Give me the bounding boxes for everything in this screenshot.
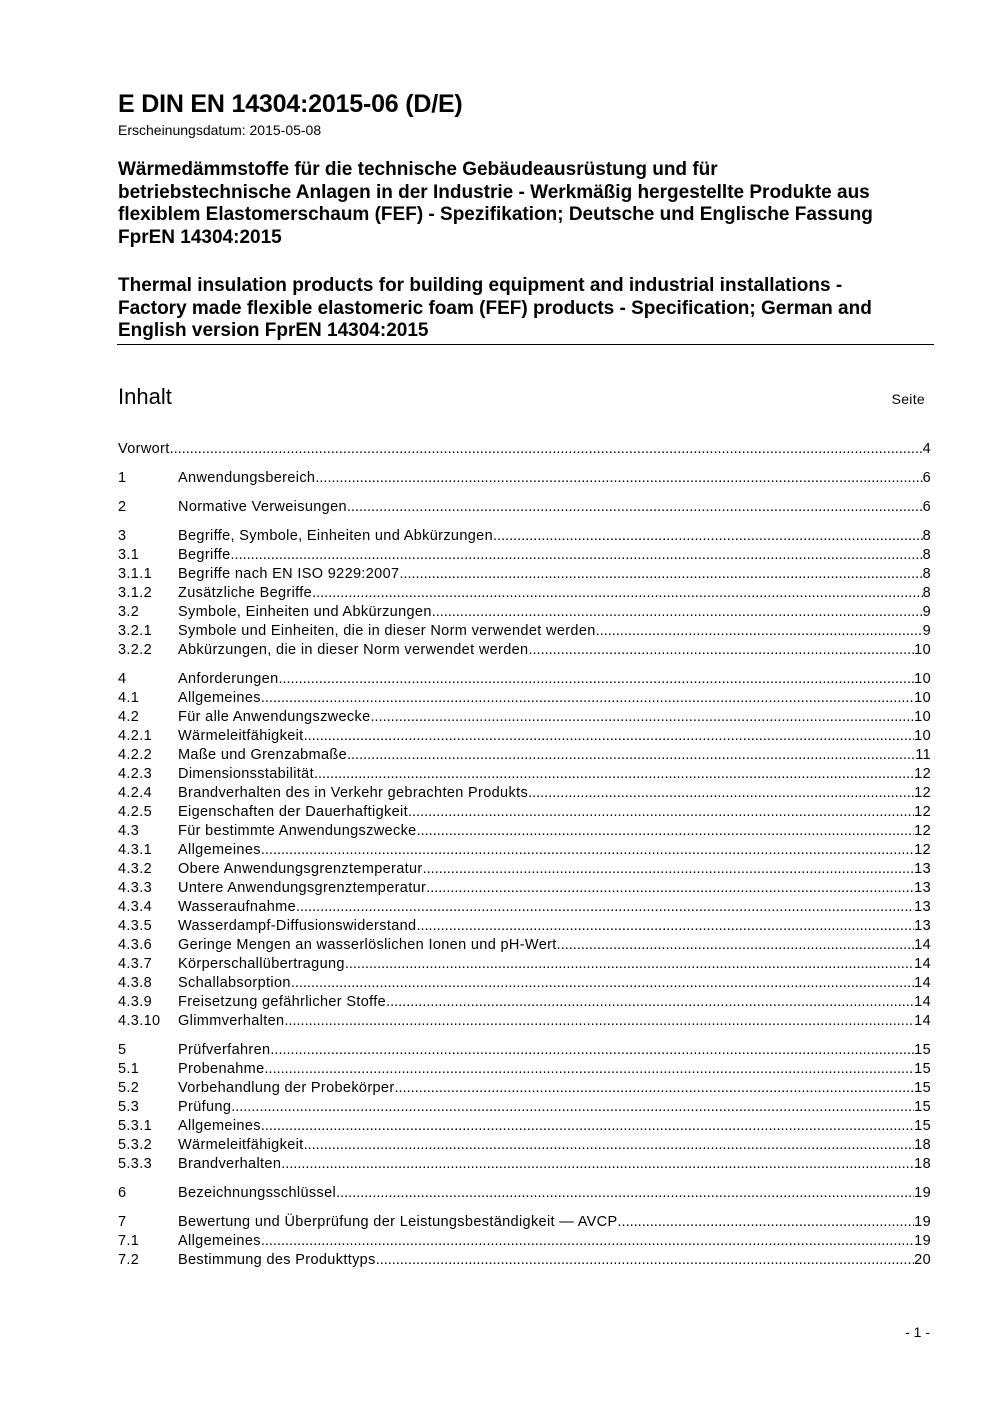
toc-entry-number: 4.2.4 xyxy=(118,785,152,801)
toc-entry xyxy=(118,689,931,708)
toc-entry xyxy=(118,1079,931,1098)
toc-entry-page: 20 xyxy=(914,1252,931,1268)
toc-entry xyxy=(118,708,931,727)
toc-dot-leader xyxy=(528,641,914,660)
toc-entry-number: 2 xyxy=(118,499,127,515)
toc-entry-title: Für bestimmte Anwendungszwecke xyxy=(178,823,417,839)
toc-entry-number: 3.1.2 xyxy=(118,585,152,601)
title-german-line: Wärmedämmstoffe für die technische Gebäudeausrüstung und für xyxy=(118,159,718,180)
toc-entry-page: 13 xyxy=(914,861,931,877)
toc-entry xyxy=(118,1060,931,1079)
toc-dot-leader xyxy=(596,622,923,641)
toc-dot-leader xyxy=(315,469,922,488)
toc-entry-page: 13 xyxy=(914,880,931,896)
toc-entry-number: 4.2.1 xyxy=(118,728,152,744)
toc-entry-title: Anwendungsbereich xyxy=(178,470,316,486)
toc-entry-number: 4.3.6 xyxy=(118,937,152,953)
toc-entry xyxy=(118,603,931,622)
toc-entry-number: 4.2.3 xyxy=(118,766,152,782)
toc-entry-page: 10 xyxy=(914,671,931,687)
toc-entry xyxy=(118,955,931,974)
toc-entry-number: 3.2 xyxy=(118,604,140,620)
toc-entry-page: 12 xyxy=(914,785,931,801)
toc-entry-number: 5.3.1 xyxy=(118,1118,152,1134)
title-english-line: English version FprEN 14304:2015 xyxy=(118,320,429,341)
toc-entry-number: 4.2.5 xyxy=(118,804,152,820)
toc-dot-leader xyxy=(279,670,915,689)
toc-entry-title: Zusätzliche Begriffe xyxy=(178,585,313,601)
toc-entry xyxy=(118,1041,931,1060)
toc-entry xyxy=(118,879,931,898)
toc-entry-title: Allgemeines xyxy=(178,842,261,858)
toc-entry-page: 9 xyxy=(922,604,931,620)
toc-entry-number: 4.3.3 xyxy=(118,880,152,896)
toc-dot-leader xyxy=(493,527,923,546)
toc-entry-title: Prüfverfahren xyxy=(178,1042,271,1058)
toc-dot-leader xyxy=(284,1012,914,1031)
toc-entry-page: 14 xyxy=(914,956,931,972)
toc-dot-leader xyxy=(314,765,914,784)
toc-entry-number: 3.2.1 xyxy=(118,623,152,639)
toc-entry-page: 18 xyxy=(914,1156,931,1172)
toc-dot-leader xyxy=(336,1184,914,1203)
toc-entry-number: 5.3.3 xyxy=(118,1156,152,1172)
toc-entry-page: 14 xyxy=(914,1013,931,1029)
toc-entry-title: Vorwort xyxy=(118,441,170,457)
toc-entry-page: 15 xyxy=(914,1080,931,1096)
header-divider xyxy=(117,344,934,345)
toc-entry-number: 4.3.10 xyxy=(118,1013,161,1029)
toc-entry-title: Wasseraufnahme xyxy=(178,899,296,915)
toc-entry-number: 6 xyxy=(118,1185,127,1201)
toc-entry xyxy=(118,546,931,565)
toc-dot-leader xyxy=(261,841,914,860)
toc-entry-page: 6 xyxy=(922,499,931,515)
toc-entry-page: 15 xyxy=(914,1118,931,1134)
toc-entry-number: 3.1.1 xyxy=(118,566,152,582)
toc-entry-title: Freisetzung gefährlicher Stoffe xyxy=(178,994,387,1010)
toc-dot-leader xyxy=(231,1098,914,1117)
toc-entry xyxy=(118,803,931,822)
toc-entry-page: 15 xyxy=(914,1061,931,1077)
toc-entry-number: 1 xyxy=(118,470,127,486)
toc-dot-leader xyxy=(423,860,915,879)
toc-entry-number: 5.1 xyxy=(118,1061,140,1077)
toc-entry-title: Brandverhalten xyxy=(178,1156,282,1172)
toc-entry xyxy=(118,1012,931,1031)
toc-dot-leader xyxy=(557,936,914,955)
toc-entry xyxy=(118,784,931,803)
toc-dot-leader xyxy=(395,1079,915,1098)
toc-entry-title: Obere Anwendungsgrenztemperatur xyxy=(178,861,423,877)
toc-entry-page: 12 xyxy=(914,766,931,782)
toc-dot-leader xyxy=(312,584,923,603)
toc-dot-leader xyxy=(347,498,923,517)
toc-entry xyxy=(118,822,931,841)
toc-entry xyxy=(118,1117,931,1136)
toc-entry-page: 8 xyxy=(922,528,931,544)
toc-entry-page: 12 xyxy=(914,823,931,839)
toc-dot-leader xyxy=(371,708,915,727)
toc-entry-number: 4 xyxy=(118,671,127,687)
toc-dot-leader xyxy=(265,1060,915,1079)
toc-entry-number: 5 xyxy=(118,1042,127,1058)
toc-entry-page: 10 xyxy=(914,728,931,744)
toc-entry-number: 4.3.8 xyxy=(118,975,152,991)
toc-dot-leader xyxy=(296,898,914,917)
toc-entry-title: Dimensionsstabilität xyxy=(178,766,314,782)
toc-entry-title: Symbole und Einheiten, die in dieser Norm verwendet werden xyxy=(178,623,596,639)
toc-entry xyxy=(118,498,931,517)
toc-entry-page: 6 xyxy=(922,470,931,486)
toc-dot-leader xyxy=(417,822,915,841)
toc-entry-number: 4.3 xyxy=(118,823,140,839)
toc-dot-leader xyxy=(432,603,923,622)
toc-entry xyxy=(118,765,931,784)
toc-entry-title: Eigenschaften der Dauerhaftigkeit xyxy=(178,804,408,820)
toc-entry-number: 7 xyxy=(118,1214,127,1230)
toc-dot-leader xyxy=(304,727,915,746)
toc-entry-title: Körperschallübertragung xyxy=(178,956,345,972)
toc-dot-leader xyxy=(376,1251,914,1270)
toc-entry xyxy=(118,841,931,860)
toc-entry-title: Wärmeleitfähigkeit xyxy=(178,728,304,744)
title-german-line: FprEN 14304:2015 xyxy=(118,226,282,248)
toc-entry xyxy=(118,727,931,746)
toc-entry xyxy=(118,1232,931,1251)
toc-entry xyxy=(118,670,931,689)
toc-entry-title: Abkürzungen, die in dieser Norm verwendet werden xyxy=(178,642,529,658)
toc-entry-page: 12 xyxy=(914,804,931,820)
toc-entry-number: 4.2 xyxy=(118,709,140,725)
toc-entry xyxy=(118,622,931,641)
toc-dot-leader xyxy=(528,784,914,803)
toc-entry xyxy=(118,917,931,936)
toc-entry-number: 4.2.2 xyxy=(118,747,152,763)
toc-entry-title: Begriffe, Symbole, Einheiten und Abkürzungen xyxy=(178,528,494,544)
toc-entry-title: Symbole, Einheiten und Abkürzungen xyxy=(178,604,432,620)
toc-entry-number: 4.1 xyxy=(118,690,140,706)
toc-entry-number: 4.3.9 xyxy=(118,994,152,1010)
toc-entry-page: 13 xyxy=(914,899,931,915)
toc-entry-number: 5.3 xyxy=(118,1099,140,1115)
toc-entry-title: Untere Anwendungsgrenztemperatur xyxy=(178,880,427,896)
toc-entry-number: 4.3.4 xyxy=(118,899,152,915)
toc-entry-number: 7.2 xyxy=(118,1252,140,1268)
toc-entry-title: Wärmeleitfähigkeit xyxy=(178,1137,304,1153)
title-german-line: flexiblem Elastomerschaum (FEF) - Spezifikation; Deutsche und Englische Fassung xyxy=(118,204,873,225)
toc-dot-leader xyxy=(270,1041,914,1060)
toc-entry-page: 11 xyxy=(915,747,931,763)
toc-entry xyxy=(118,1251,931,1270)
toc-entry-page: 8 xyxy=(922,585,931,601)
toc-entry xyxy=(118,1184,931,1203)
toc-entry xyxy=(118,641,931,660)
toc-entry-number: 3.2.2 xyxy=(118,642,152,658)
title-english xyxy=(118,275,928,343)
toc-entry-page: 10 xyxy=(914,642,931,658)
toc-entry-page: 13 xyxy=(914,918,931,934)
toc-entry xyxy=(118,974,931,993)
toc-entry-page: 15 xyxy=(914,1042,931,1058)
toc-entry-page: 14 xyxy=(914,994,931,1010)
toc-entry xyxy=(118,527,931,546)
toc-entry-page: 10 xyxy=(914,709,931,725)
toc-entry-title: Probenahme xyxy=(178,1061,265,1077)
toc-dot-leader xyxy=(304,1136,915,1155)
toc-dot-leader xyxy=(386,993,914,1012)
toc-entry-number: 7.1 xyxy=(118,1233,140,1249)
toc-entry-title: Allgemeines xyxy=(178,1118,261,1134)
toc-entry xyxy=(118,469,931,488)
toc-entry-page: 4 xyxy=(922,441,931,457)
toc-entry-title: Anforderungen xyxy=(178,671,279,687)
title-german xyxy=(118,159,928,249)
toc-entry-number: 5.2 xyxy=(118,1080,140,1096)
toc-entry xyxy=(118,1155,931,1174)
toc-dot-leader xyxy=(408,803,914,822)
toc-dot-leader xyxy=(231,546,923,565)
toc-entry-number: 4.3.1 xyxy=(118,842,152,858)
toc-entry-number: 4.3.2 xyxy=(118,861,152,877)
toc-dot-leader xyxy=(291,974,914,993)
toc-entry-page: 14 xyxy=(914,975,931,991)
toc-entry-title: Allgemeines xyxy=(178,1233,261,1249)
toc-entry-title: Begriffe nach EN ISO 9229:2007 xyxy=(178,566,400,582)
title-english-line: Factory made flexible elastomeric foam (FEF) products - Specification; German and xyxy=(118,297,872,319)
document-number: E DIN EN 14304:2015-06 (D/E) xyxy=(118,90,463,118)
toc-entry xyxy=(118,565,931,584)
toc-entry-number: 3 xyxy=(118,528,127,544)
toc-entry-title: Glimmverhalten xyxy=(178,1013,285,1029)
toc-entry xyxy=(118,1213,931,1232)
title-german-line: betriebstechnische Anlagen in der Industrie - Werkmäßig hergestellte Produkte aus xyxy=(118,181,870,203)
toc-entry-number: 4.3.7 xyxy=(118,956,152,972)
toc-entry-page: 19 xyxy=(914,1214,931,1230)
toc-entry-page: 9 xyxy=(922,623,931,639)
toc-entry xyxy=(118,936,931,955)
toc-entry-page: 18 xyxy=(914,1137,931,1153)
toc-entry-page: 8 xyxy=(922,547,931,563)
publication-date: Erscheinungsdatum: 2015-05-08 xyxy=(118,122,322,138)
toc-entry-title: Allgemeines xyxy=(178,690,261,706)
toc-dot-leader xyxy=(261,1117,914,1136)
toc-entry-page: 19 xyxy=(914,1233,931,1249)
toc-dot-leader xyxy=(416,917,914,936)
toc-entry-title: Bewertung und Überprüfung der Leistungsbeständigkeit — AVCP xyxy=(178,1214,618,1230)
toc-entry xyxy=(118,584,931,603)
page-number: - 1 - xyxy=(905,1324,930,1340)
toc-entry-page: 12 xyxy=(914,842,931,858)
toc-entry-title: Wasserdampf-Diffusionswiderstand xyxy=(178,918,417,934)
title-english-line: Thermal insulation products for building equipment and industrial installations - xyxy=(118,275,843,296)
toc-entry-title: Normative Verweisungen xyxy=(178,499,347,515)
toc-dot-leader xyxy=(261,1232,914,1251)
toc-entry-title: Vorbehandlung der Probekörper xyxy=(178,1080,395,1096)
toc-entry-title: Geringe Mengen an wasserlöslichen Ionen und pH-Wert xyxy=(178,937,557,953)
toc-entry-page: 15 xyxy=(914,1099,931,1115)
toc-entry-title: Für alle Anwendungszwecke xyxy=(178,709,371,725)
toc-dot-leader xyxy=(426,879,914,898)
toc-entry-number: 4.3.5 xyxy=(118,918,152,934)
toc-entry-page: 8 xyxy=(922,566,931,582)
toc-entry-number: 3.1 xyxy=(118,547,140,563)
toc-entry-page: 10 xyxy=(914,690,931,706)
toc-entry-title: Maße und Grenzabmaße xyxy=(178,747,347,763)
toc-entry-title: Schallabsorption xyxy=(178,975,291,991)
toc-entry-title: Begriffe xyxy=(178,547,231,563)
toc-entry xyxy=(118,440,931,459)
toc-entry-title: Bezeichnungsschlüssel xyxy=(178,1185,337,1201)
toc-entry-page: 14 xyxy=(914,937,931,953)
toc-dot-leader xyxy=(345,955,914,974)
toc-entry-page: 19 xyxy=(914,1185,931,1201)
toc-entry xyxy=(118,993,931,1012)
toc-dot-leader xyxy=(170,440,923,459)
toc-heading: Inhalt xyxy=(118,384,172,409)
toc-dot-leader xyxy=(281,1155,914,1174)
toc-entry xyxy=(118,860,931,879)
toc-entry-title: Bestimmung des Produkttyps xyxy=(178,1252,376,1268)
toc-dot-leader xyxy=(618,1213,915,1232)
toc-dot-leader xyxy=(261,689,914,708)
toc-entry xyxy=(118,1136,931,1155)
toc-entry xyxy=(118,898,931,917)
toc-dot-leader xyxy=(347,746,915,765)
toc-page-column-heading: Seite xyxy=(891,391,925,407)
toc-entry xyxy=(118,1098,931,1117)
toc-entry xyxy=(118,746,931,765)
toc-entry-number: 5.3.2 xyxy=(118,1137,152,1153)
toc-entry-title: Brandverhalten des in Verkehr gebrachten Produkts xyxy=(178,785,529,801)
toc-entry-title: Prüfung xyxy=(178,1099,232,1115)
toc-dot-leader xyxy=(399,565,922,584)
